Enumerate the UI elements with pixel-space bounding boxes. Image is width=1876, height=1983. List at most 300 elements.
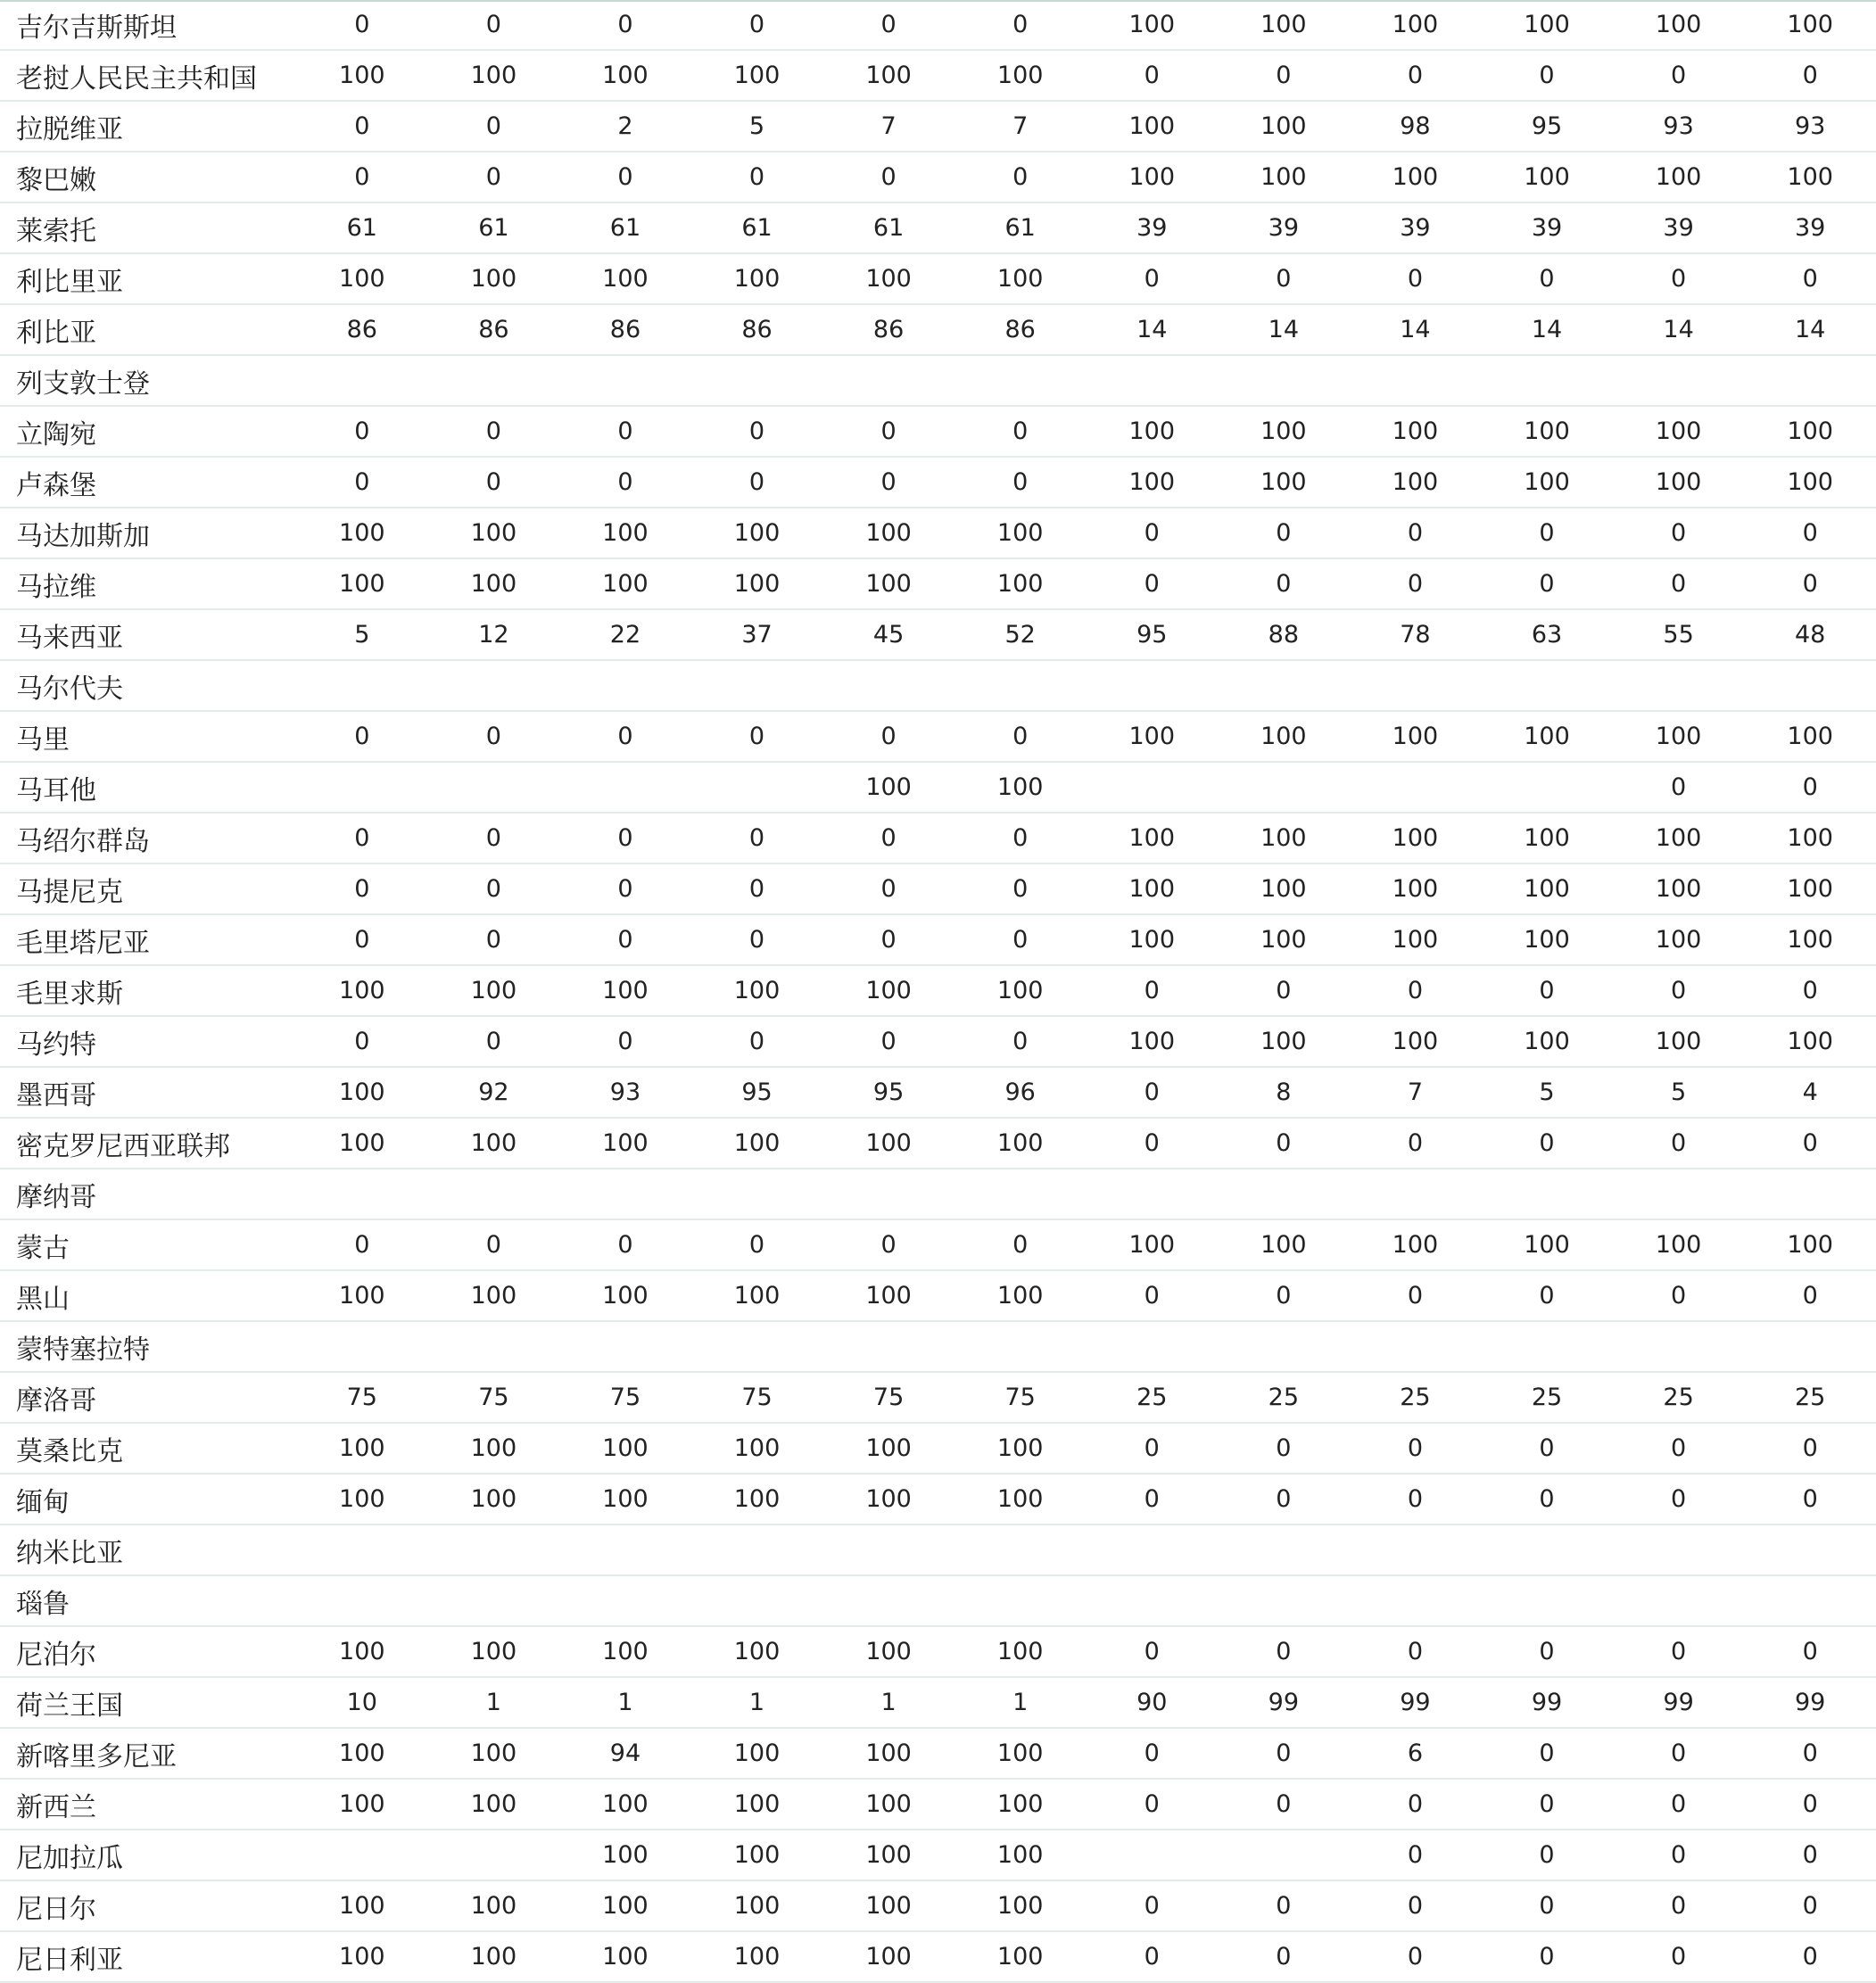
value-cell	[428, 1575, 560, 1626]
table-row	[0, 508, 1876, 558]
value-cell: 0	[691, 813, 823, 863]
value-cell: 100	[1481, 813, 1613, 863]
country-name-cell: 荷兰王国	[0, 1677, 296, 1728]
value-cell: 0	[1086, 558, 1218, 609]
value-cell: 0	[822, 152, 955, 202]
value-cell: 0	[1613, 1830, 1745, 1880]
value-cell: 0	[1350, 1118, 1482, 1169]
value-cell: 14	[1481, 304, 1613, 355]
value-cell: 1	[559, 1677, 691, 1728]
value-cell	[1086, 1169, 1218, 1219]
value-cell: 0	[1218, 1270, 1350, 1321]
table-row	[0, 762, 1876, 813]
value-cell: 100	[428, 1931, 560, 1982]
value-cell	[1086, 660, 1218, 711]
value-cell: 0	[1744, 1423, 1876, 1474]
value-cell: 0	[1613, 1270, 1745, 1321]
value-cell: 100	[691, 1880, 823, 1931]
value-cell: 0	[1481, 508, 1613, 558]
value-cell	[1613, 1321, 1745, 1372]
value-cell: 0	[1481, 1423, 1613, 1474]
value-cell: 0	[559, 711, 691, 762]
value-cell: 0	[1350, 253, 1482, 304]
value-cell: 100	[955, 558, 1087, 609]
value-cell: 100	[559, 1779, 691, 1830]
value-cell: 0	[296, 406, 428, 457]
value-cell: 98	[1350, 101, 1482, 152]
country-name-cell: 墨西哥	[0, 1067, 296, 1118]
value-cell	[955, 355, 1087, 406]
country-name-cell: 马拉维	[0, 558, 296, 609]
value-cell	[822, 1524, 955, 1575]
value-cell: 100	[296, 1779, 428, 1830]
value-cell: 45	[822, 609, 955, 660]
value-cell: 100	[559, 1474, 691, 1524]
value-cell: 100	[1218, 1016, 1350, 1067]
value-cell	[1218, 1524, 1350, 1575]
value-cell	[1613, 355, 1745, 406]
value-cell: 0	[1350, 508, 1482, 558]
value-cell: 100	[1613, 0, 1745, 50]
value-cell	[1744, 1169, 1876, 1219]
value-cell: 7	[1350, 1067, 1482, 1118]
value-cell: 100	[955, 1728, 1087, 1779]
value-cell: 75	[559, 1372, 691, 1423]
table-row	[0, 1169, 1876, 1219]
value-cell: 100	[1613, 457, 1745, 508]
table-row	[0, 1321, 1876, 1372]
value-cell: 37	[691, 609, 823, 660]
value-cell: 0	[428, 457, 560, 508]
value-cell: 100	[428, 1118, 560, 1169]
table-row	[0, 50, 1876, 101]
value-cell: 0	[1218, 253, 1350, 304]
value-cell: 0	[1218, 50, 1350, 101]
value-cell	[296, 660, 428, 711]
value-cell	[691, 660, 823, 711]
value-cell: 0	[955, 152, 1087, 202]
value-cell: 0	[1086, 50, 1218, 101]
value-cell: 0	[1613, 1423, 1745, 1474]
table-row	[0, 457, 1876, 508]
value-cell	[428, 355, 560, 406]
value-cell: 61	[296, 202, 428, 253]
value-cell: 0	[1218, 1779, 1350, 1830]
country-name-cell: 新西兰	[0, 1779, 296, 1830]
value-cell: 0	[822, 406, 955, 457]
value-cell: 0	[428, 0, 560, 50]
value-cell: 100	[559, 508, 691, 558]
value-cell: 100	[1218, 914, 1350, 965]
value-cell: 100	[1350, 152, 1482, 202]
value-cell: 100	[1744, 457, 1876, 508]
value-cell: 100	[1350, 406, 1482, 457]
value-cell: 0	[1350, 558, 1482, 609]
value-cell: 100	[1744, 711, 1876, 762]
value-cell: 0	[955, 406, 1087, 457]
table-row	[0, 1575, 1876, 1626]
table-row	[0, 711, 1876, 762]
value-cell: 100	[1481, 406, 1613, 457]
value-cell	[296, 1321, 428, 1372]
value-cell: 0	[1350, 1474, 1482, 1524]
country-name-cell: 蒙特塞拉特	[0, 1321, 296, 1372]
value-cell	[296, 1524, 428, 1575]
value-cell: 22	[559, 609, 691, 660]
value-cell: 0	[822, 1016, 955, 1067]
value-cell	[559, 1524, 691, 1575]
value-cell: 0	[1218, 558, 1350, 609]
value-cell	[1086, 1830, 1218, 1880]
value-cell: 0	[1744, 1474, 1876, 1524]
value-cell: 0	[1613, 965, 1745, 1016]
value-cell	[691, 1321, 823, 1372]
value-cell: 100	[296, 253, 428, 304]
value-cell: 0	[822, 0, 955, 50]
value-cell: 61	[955, 202, 1087, 253]
country-name-cell: 马里	[0, 711, 296, 762]
value-cell: 100	[1218, 152, 1350, 202]
value-cell	[1350, 1575, 1482, 1626]
value-cell: 0	[1744, 1931, 1876, 1982]
value-cell: 100	[1744, 1016, 1876, 1067]
value-cell	[1218, 1575, 1350, 1626]
value-cell: 100	[955, 1931, 1087, 1982]
value-cell	[559, 1169, 691, 1219]
value-cell: 0	[1350, 1626, 1482, 1677]
value-cell: 0	[955, 914, 1087, 965]
table-row	[0, 1626, 1876, 1677]
value-cell: 0	[1744, 762, 1876, 813]
country-name-cell: 黎巴嫩	[0, 152, 296, 202]
value-cell: 0	[1744, 1270, 1876, 1321]
value-cell	[296, 1830, 428, 1880]
value-cell: 0	[1086, 1270, 1218, 1321]
value-cell: 39	[1744, 202, 1876, 253]
value-cell	[822, 660, 955, 711]
value-cell: 0	[1086, 1728, 1218, 1779]
value-cell: 100	[1613, 1016, 1745, 1067]
value-cell	[1350, 1321, 1482, 1372]
value-cell: 5	[1481, 1067, 1613, 1118]
country-name-cell: 尼日尔	[0, 1880, 296, 1931]
value-cell: 99	[1613, 1677, 1745, 1728]
value-cell: 100	[955, 1880, 1087, 1931]
value-cell: 100	[1086, 1219, 1218, 1270]
value-cell	[1350, 762, 1482, 813]
value-cell: 0	[559, 914, 691, 965]
value-cell: 100	[1481, 152, 1613, 202]
value-cell	[428, 1321, 560, 1372]
value-cell: 100	[822, 965, 955, 1016]
country-name-cell: 尼加拉瓜	[0, 1830, 296, 1880]
value-cell	[428, 1830, 560, 1880]
country-name-cell: 摩纳哥	[0, 1169, 296, 1219]
value-cell: 86	[691, 304, 823, 355]
value-cell: 55	[1613, 609, 1745, 660]
value-cell: 14	[1744, 304, 1876, 355]
value-cell: 100	[428, 50, 560, 101]
value-cell: 0	[1744, 1728, 1876, 1779]
table-row	[0, 1880, 1876, 1931]
value-cell: 100	[691, 1830, 823, 1880]
value-cell: 0	[1744, 558, 1876, 609]
value-cell: 100	[822, 1728, 955, 1779]
value-cell: 100	[1218, 0, 1350, 50]
value-cell: 0	[1218, 1728, 1350, 1779]
value-cell: 0	[296, 914, 428, 965]
value-cell: 100	[1350, 1219, 1482, 1270]
value-cell: 0	[1481, 1830, 1613, 1880]
value-cell	[1086, 1575, 1218, 1626]
value-cell	[1481, 660, 1613, 711]
value-cell: 100	[296, 508, 428, 558]
value-cell	[1744, 355, 1876, 406]
value-cell: 100	[1350, 0, 1482, 50]
value-cell: 100	[822, 1423, 955, 1474]
value-cell: 100	[428, 558, 560, 609]
value-cell	[1744, 660, 1876, 711]
value-cell: 100	[955, 1474, 1087, 1524]
value-cell: 86	[955, 304, 1087, 355]
value-cell: 0	[955, 711, 1087, 762]
value-cell: 100	[822, 1830, 955, 1880]
country-name-cell: 摩洛哥	[0, 1372, 296, 1423]
value-cell: 100	[559, 1931, 691, 1982]
value-cell	[428, 660, 560, 711]
value-cell: 100	[1744, 813, 1876, 863]
value-cell: 0	[296, 101, 428, 152]
value-cell: 0	[296, 863, 428, 914]
value-cell: 25	[1350, 1372, 1482, 1423]
value-cell: 25	[1481, 1372, 1613, 1423]
country-name-cell: 莫桑比克	[0, 1423, 296, 1474]
country-name-cell: 黑山	[0, 1270, 296, 1321]
value-cell: 0	[1613, 1626, 1745, 1677]
value-cell: 100	[822, 1474, 955, 1524]
value-cell: 100	[1086, 457, 1218, 508]
country-name-cell: 毛里塔尼亚	[0, 914, 296, 965]
value-cell: 1	[955, 1677, 1087, 1728]
country-name-cell: 利比亚	[0, 304, 296, 355]
value-cell: 0	[428, 1219, 560, 1270]
value-cell	[691, 1169, 823, 1219]
value-cell: 63	[1481, 609, 1613, 660]
value-cell: 0	[1218, 1626, 1350, 1677]
value-cell: 100	[1086, 1016, 1218, 1067]
value-cell: 100	[691, 50, 823, 101]
table-row	[0, 253, 1876, 304]
value-cell: 100	[1086, 0, 1218, 50]
value-cell: 0	[1613, 508, 1745, 558]
value-cell: 100	[428, 1423, 560, 1474]
value-cell: 0	[1086, 1423, 1218, 1474]
table-row	[0, 1067, 1876, 1118]
value-cell: 100	[559, 1270, 691, 1321]
country-name-cell: 马耳他	[0, 762, 296, 813]
value-cell	[1086, 1321, 1218, 1372]
value-cell: 100	[428, 1474, 560, 1524]
value-cell: 0	[691, 863, 823, 914]
value-cell: 0	[296, 0, 428, 50]
value-cell: 39	[1350, 202, 1482, 253]
value-cell	[691, 355, 823, 406]
value-cell: 0	[1481, 1626, 1613, 1677]
value-cell: 100	[822, 1626, 955, 1677]
value-cell: 0	[1613, 1118, 1745, 1169]
value-cell	[1086, 762, 1218, 813]
value-cell: 100	[559, 1118, 691, 1169]
value-cell: 100	[296, 1270, 428, 1321]
table-row	[0, 609, 1876, 660]
value-cell: 92	[428, 1067, 560, 1118]
value-cell: 100	[1613, 813, 1745, 863]
value-cell: 0	[1350, 1779, 1482, 1830]
value-cell: 0	[822, 711, 955, 762]
value-cell: 14	[1086, 304, 1218, 355]
value-cell: 100	[1613, 1219, 1745, 1270]
value-cell: 10	[296, 1677, 428, 1728]
value-cell	[955, 660, 1087, 711]
value-cell: 5	[296, 609, 428, 660]
value-cell: 0	[296, 152, 428, 202]
value-cell: 100	[1481, 1016, 1613, 1067]
value-cell: 100	[296, 1626, 428, 1677]
value-cell: 0	[822, 1219, 955, 1270]
value-cell: 100	[1218, 813, 1350, 863]
value-cell: 0	[1613, 558, 1745, 609]
value-cell: 100	[1218, 1219, 1350, 1270]
value-cell: 61	[822, 202, 955, 253]
value-cell: 0	[559, 152, 691, 202]
table-row	[0, 1016, 1876, 1067]
value-cell: 0	[559, 863, 691, 914]
value-cell: 99	[1218, 1677, 1350, 1728]
value-cell: 100	[296, 1067, 428, 1118]
value-cell: 0	[1086, 1626, 1218, 1677]
value-cell: 61	[691, 202, 823, 253]
value-cell: 0	[691, 1016, 823, 1067]
value-cell: 100	[1086, 813, 1218, 863]
value-cell: 0	[1744, 50, 1876, 101]
table-row	[0, 558, 1876, 609]
value-cell	[1613, 660, 1745, 711]
value-cell: 100	[1613, 914, 1745, 965]
value-cell: 100	[691, 1118, 823, 1169]
value-cell: 100	[1744, 406, 1876, 457]
value-cell: 0	[691, 0, 823, 50]
value-cell: 100	[1350, 914, 1482, 965]
value-cell: 0	[1350, 1880, 1482, 1931]
value-cell: 8	[1218, 1067, 1350, 1118]
value-cell: 0	[1613, 1931, 1745, 1982]
value-cell: 100	[1086, 101, 1218, 152]
value-cell: 0	[1481, 1474, 1613, 1524]
value-cell: 0	[822, 457, 955, 508]
value-cell: 0	[296, 711, 428, 762]
country-name-cell: 马达加斯加	[0, 508, 296, 558]
table-row	[0, 1830, 1876, 1880]
value-cell	[428, 1524, 560, 1575]
value-cell: 0	[1218, 1474, 1350, 1524]
value-cell: 100	[428, 1626, 560, 1677]
country-name-cell: 密克罗尼西亚联邦	[0, 1118, 296, 1169]
value-cell: 25	[1218, 1372, 1350, 1423]
value-cell	[1481, 1575, 1613, 1626]
value-cell: 100	[691, 253, 823, 304]
value-cell	[1481, 762, 1613, 813]
value-cell: 96	[955, 1067, 1087, 1118]
value-cell: 0	[1613, 253, 1745, 304]
value-cell	[1218, 1169, 1350, 1219]
value-cell: 0	[1086, 965, 1218, 1016]
value-cell: 48	[1744, 609, 1876, 660]
value-cell: 90	[1086, 1677, 1218, 1728]
country-name-cell: 新喀里多尼亚	[0, 1728, 296, 1779]
value-cell: 0	[1218, 1880, 1350, 1931]
value-cell: 100	[1218, 457, 1350, 508]
value-cell: 0	[1350, 1270, 1482, 1321]
table-row	[0, 304, 1876, 355]
value-cell: 0	[1350, 1931, 1482, 1982]
value-cell: 100	[955, 965, 1087, 1016]
value-cell: 75	[296, 1372, 428, 1423]
value-cell: 0	[822, 914, 955, 965]
value-cell: 100	[559, 1423, 691, 1474]
value-cell: 100	[1744, 1219, 1876, 1270]
value-cell: 100	[691, 508, 823, 558]
value-cell: 100	[691, 558, 823, 609]
value-cell: 0	[1744, 1880, 1876, 1931]
value-cell: 86	[559, 304, 691, 355]
value-cell	[691, 1524, 823, 1575]
value-cell	[428, 762, 560, 813]
country-name-cell: 利比里亚	[0, 253, 296, 304]
value-cell: 95	[1086, 609, 1218, 660]
value-cell: 100	[691, 1931, 823, 1982]
value-cell	[1744, 1524, 1876, 1575]
value-cell: 100	[428, 1779, 560, 1830]
value-cell	[1218, 355, 1350, 406]
value-cell: 100	[559, 1626, 691, 1677]
value-cell: 100	[1350, 457, 1482, 508]
value-cell	[691, 1575, 823, 1626]
value-cell: 100	[1218, 863, 1350, 914]
value-cell: 0	[428, 406, 560, 457]
value-cell: 0	[1218, 1931, 1350, 1982]
country-name-cell: 马约特	[0, 1016, 296, 1067]
value-cell: 100	[296, 1423, 428, 1474]
value-cell: 100	[559, 253, 691, 304]
value-cell: 6	[1350, 1728, 1482, 1779]
value-cell: 4	[1744, 1067, 1876, 1118]
value-cell: 0	[559, 1219, 691, 1270]
value-cell: 0	[428, 152, 560, 202]
value-cell: 0	[1481, 1880, 1613, 1931]
value-cell: 100	[1744, 0, 1876, 50]
value-cell: 0	[428, 101, 560, 152]
value-cell: 95	[822, 1067, 955, 1118]
value-cell: 100	[691, 1779, 823, 1830]
value-cell: 100	[428, 1880, 560, 1931]
value-cell: 0	[1086, 1931, 1218, 1982]
value-cell: 100	[822, 50, 955, 101]
value-cell: 99	[1744, 1677, 1876, 1728]
value-cell: 100	[1350, 863, 1482, 914]
value-cell: 61	[559, 202, 691, 253]
value-cell	[1481, 1169, 1613, 1219]
country-name-cell: 莱索托	[0, 202, 296, 253]
